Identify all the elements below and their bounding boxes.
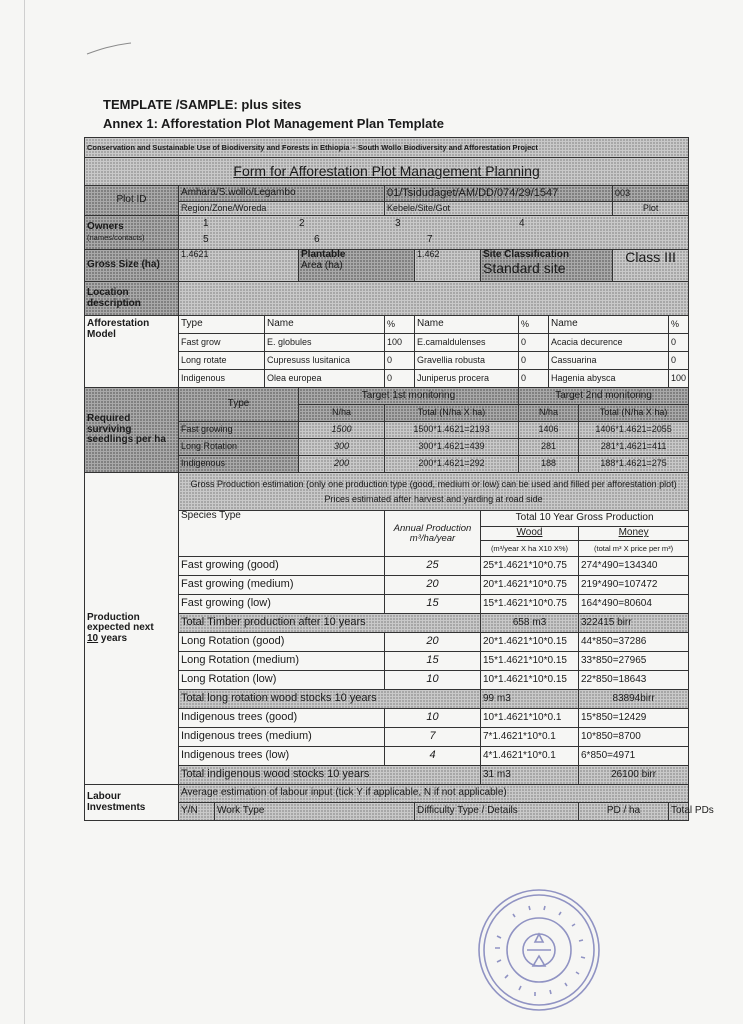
model-type: Fast grow — [179, 334, 265, 352]
owner-slot-2: 2 — [299, 218, 305, 229]
owners-slots[interactable] — [179, 216, 689, 250]
labour-col-work: Work Type — [215, 803, 415, 821]
production-total-money[interactable]: 322415 birr — [579, 614, 689, 633]
production-wood[interactable]: 15*1.4621*10*0.75 — [481, 595, 579, 614]
model-species[interactable]: Hagenia abysca — [549, 370, 669, 388]
production-total-wood[interactable]: 99 m3 — [481, 690, 579, 709]
production-money[interactable]: 6*850=4971 — [579, 747, 689, 766]
production-annual[interactable]: 7 — [385, 728, 481, 747]
production-wood[interactable]: 25*1.4621*10*0.75 — [481, 557, 579, 576]
model-label: Afforestation Model — [85, 316, 179, 388]
location-label: Location description — [85, 282, 179, 316]
production-money[interactable]: 274*490=134340 — [579, 557, 689, 576]
plot-caption: Plot — [613, 202, 689, 216]
page-edge — [24, 0, 25, 1024]
labour-label: Labour Investments — [85, 785, 179, 821]
seedlings-total[interactable]: 1406*1.4621=2055 — [579, 422, 689, 439]
seedlings-col-nha-2: N/ha — [519, 405, 579, 422]
production-wood[interactable]: 10*1.4621*10*0.15 — [481, 671, 579, 690]
owner-slot-3: 3 — [395, 218, 401, 229]
production-total-label: Total long rotation wood stocks 10 years — [179, 690, 481, 709]
production-note: Gross Production estimation (only one production type (good, medium or low) can be used and filled per afforestation plot) Prices estimated after harvest and yarding at road side — [179, 473, 689, 511]
production-wood[interactable]: 10*1.4621*10*0.1 — [481, 709, 579, 728]
production-years-number: 10 — [87, 632, 99, 644]
seedlings-type: Fast growing — [179, 422, 299, 439]
gross-size-value[interactable]: 1.4621 — [179, 250, 299, 282]
model-pct[interactable]: 0 — [385, 370, 415, 388]
model-species[interactable]: Acacia decurence — [549, 334, 669, 352]
production-wood[interactable]: 4*1.4621*10*0.1 — [481, 747, 579, 766]
template-label: TEMPLATE /SAMPLE: plus sites — [103, 97, 302, 112]
production-col-wood-sub: (m³/year X ha X10 X%) — [481, 541, 579, 557]
owners-sublabel: (names/contacts) — [87, 232, 145, 242]
plot-id-label: Plot ID — [85, 186, 179, 216]
production-col-total10: Total 10 Year Gross Production — [481, 511, 689, 527]
production-annual[interactable]: 25 — [385, 557, 481, 576]
model-species[interactable]: E.camaldulenses — [415, 334, 519, 352]
production-annual[interactable]: 4 — [385, 747, 481, 766]
production-species: Fast growing (good) — [179, 557, 385, 576]
owner-slot-6: 6 — [314, 234, 320, 245]
owner-slot-1: 1 — [203, 218, 209, 229]
gross-size-label: Gross Size (ha) — [85, 250, 179, 282]
model-species[interactable]: Gravellia robusta — [415, 352, 519, 370]
production-species: Long Rotation (low) — [179, 671, 385, 690]
model-species[interactable]: Cassuarina — [549, 352, 669, 370]
seedlings-label: Required surviving seedlings per ha — [85, 388, 179, 473]
seedlings-target2: Target 2nd monitoring — [519, 388, 689, 405]
production-species: Long Rotation (medium) — [179, 652, 385, 671]
site-classification — [481, 250, 613, 282]
production-total-label: Total indigenous wood stocks 10 years — [179, 766, 481, 785]
model-type: Long rotate — [179, 352, 265, 370]
seedlings-nha[interactable]: 1406 — [519, 422, 579, 439]
plantable-label-line2: Area (ha) — [301, 259, 343, 271]
owners-label — [85, 216, 179, 250]
annex-title: Annex 1: Afforestation Plot Management Plan Template — [103, 116, 444, 131]
owners-label-text: Owners — [87, 221, 124, 232]
production-col-species: Species Type — [179, 511, 385, 557]
labour-col-difficulty: Difficulty Type / Details — [415, 803, 579, 821]
project-line: Conservation and Sustainable Use of Biodiversity and Forests in Ethiopia – South Wollo Biodiversity and Afforestation Project — [85, 138, 689, 158]
region-caption: Region/Zone/Woreda — [179, 202, 385, 216]
plot-id-code-value[interactable]: 01/Tsidudaget/AM/DD/074/29/1547 — [385, 186, 613, 202]
production-wood[interactable]: 7*1.4621*10*0.1 — [481, 728, 579, 747]
production-total-wood[interactable]: 31 m3 — [481, 766, 579, 785]
location-value[interactable] — [179, 282, 689, 316]
production-total-wood[interactable]: 658 m3 — [481, 614, 579, 633]
production-money[interactable]: 10*850=8700 — [579, 728, 689, 747]
production-annual[interactable]: 15 — [385, 595, 481, 614]
model-pct[interactable]: 100 — [385, 334, 415, 352]
production-species: Long Rotation (good) — [179, 633, 385, 652]
owner-slot-4: 4 — [519, 218, 525, 229]
model-species[interactable]: Olea europea — [265, 370, 385, 388]
seedlings-nha[interactable]: 281 — [519, 439, 579, 456]
production-species: Fast growing (low) — [179, 595, 385, 614]
form-title: Form for Afforestation Plot Management Planning — [85, 158, 689, 186]
plot-id-region-value[interactable]: Amhara/S.wollo/Legambo — [179, 186, 385, 202]
seedlings-type: Indigenous — [179, 456, 299, 473]
production-total-money[interactable]: 83894birr — [579, 690, 689, 709]
model-pct[interactable]: 0 — [669, 352, 689, 370]
seedlings-total[interactable]: 300*1.4621=439 — [385, 439, 519, 456]
production-money[interactable]: 15*850=12429 — [579, 709, 689, 728]
pen-mark — [86, 42, 132, 56]
seedlings-col-total-2: Total (N/ha X ha) — [579, 405, 689, 422]
seedlings-col-type: Type — [179, 388, 299, 422]
production-col-wood: Wood — [481, 527, 579, 541]
plantable-value[interactable]: 1.462 — [415, 250, 481, 282]
labour-col-yn: Y/N — [179, 803, 215, 821]
seedlings-total[interactable]: 200*1.4621=292 — [385, 456, 519, 473]
kebele-caption: Kebele/Site/Got — [385, 202, 613, 216]
production-years-word: years — [98, 632, 128, 644]
production-money[interactable]: 44*850=37286 — [579, 633, 689, 652]
model-col-pct-3: % — [669, 316, 689, 334]
production-species: Fast growing (medium) — [179, 576, 385, 595]
model-type: Indigenous — [179, 370, 265, 388]
production-annual[interactable]: 15 — [385, 652, 481, 671]
labour-col-pdha: PD / ha — [579, 803, 669, 821]
production-wood[interactable]: 20*1.4621*10*0.75 — [481, 576, 579, 595]
seedlings-col-total-1: Total (N/ha X ha) — [385, 405, 519, 422]
model-species[interactable]: Juniperus procera — [415, 370, 519, 388]
production-col-annual: Annual Production m³/ha/year — [385, 511, 481, 557]
production-species: Indigenous trees (medium) — [179, 728, 385, 747]
model-pct[interactable]: 0 — [519, 334, 549, 352]
site-class-value[interactable]: Standard site — [483, 259, 566, 276]
official-seal-stamp — [475, 886, 603, 1014]
model-pct[interactable]: 0 — [385, 352, 415, 370]
production-col-money-sub: (total m³ X price per m³) — [579, 541, 689, 557]
plot-management-form — [84, 137, 714, 821]
production-annual[interactable]: 20 — [385, 576, 481, 595]
production-money[interactable]: 164*490=80604 — [579, 595, 689, 614]
plot-number-value[interactable]: 003 — [613, 186, 689, 202]
seedlings-target1: Target 1st monitoring — [299, 388, 519, 405]
site-class-number[interactable]: Class III — [613, 250, 689, 282]
seedlings-nha[interactable]: 200 — [299, 456, 385, 473]
model-species[interactable]: Cupresuss lusitanica — [265, 352, 385, 370]
model-col-pct-1: % — [385, 316, 415, 334]
seedlings-nha[interactable]: 188 — [519, 456, 579, 473]
seedlings-total[interactable]: 1500*1.4621=2193 — [385, 422, 519, 439]
production-col-money: Money — [579, 527, 689, 541]
plantable-label-line1: Plantable — [301, 249, 346, 260]
model-col-pct-2: % — [519, 316, 549, 334]
seedlings-total[interactable]: 281*1.4621=411 — [579, 439, 689, 456]
model-pct[interactable]: 0 — [669, 334, 689, 352]
plantable-label — [299, 250, 415, 282]
model-col-name-1: Name — [265, 316, 385, 334]
seedlings-type: Long Rotation — [179, 439, 299, 456]
production-label-line1: Production — [87, 611, 140, 623]
production-money[interactable]: 22*850=18643 — [579, 671, 689, 690]
production-species: Indigenous trees (low) — [179, 747, 385, 766]
production-label-line2: expected next — [87, 622, 154, 634]
production-total-label: Total Timber production after 10 years — [179, 614, 481, 633]
production-total-money[interactable]: 26100 birr — [579, 766, 689, 785]
model-col-name-3: Name — [549, 316, 669, 334]
owner-slot-5: 5 — [203, 234, 209, 245]
site-class-label: Site Classification — [483, 249, 570, 260]
model-pct[interactable]: 0 — [519, 352, 549, 370]
model-col-name-2: Name — [415, 316, 519, 334]
model-col-type: Type — [179, 316, 265, 334]
production-species: Indigenous trees (good) — [179, 709, 385, 728]
production-label — [85, 473, 179, 785]
seedlings-nha[interactable]: 1500 — [299, 422, 385, 439]
model-pct[interactable]: 0 — [519, 370, 549, 388]
model-species[interactable]: E. globules — [265, 334, 385, 352]
seedlings-total[interactable]: 188*1.4621=275 — [579, 456, 689, 473]
owner-slot-7: 7 — [427, 234, 433, 245]
labour-note: Average estimation of labour input (tick Y if applicable, N if not applicable) — [179, 785, 689, 803]
production-annual[interactable]: 10 — [385, 671, 481, 690]
production-money[interactable]: 33*850=27965 — [579, 652, 689, 671]
labour-col-totalpd: Total PDs — [669, 803, 689, 821]
model-pct[interactable]: 100 — [669, 370, 689, 388]
seedlings-col-nha-1: N/ha — [299, 405, 385, 422]
production-annual[interactable]: 20 — [385, 633, 481, 652]
production-annual[interactable]: 10 — [385, 709, 481, 728]
production-wood[interactable]: 15*1.4621*10*0.15 — [481, 652, 579, 671]
seedlings-nha[interactable]: 300 — [299, 439, 385, 456]
production-money[interactable]: 219*490=107472 — [579, 576, 689, 595]
production-wood[interactable]: 20*1.4621*10*0.15 — [481, 633, 579, 652]
